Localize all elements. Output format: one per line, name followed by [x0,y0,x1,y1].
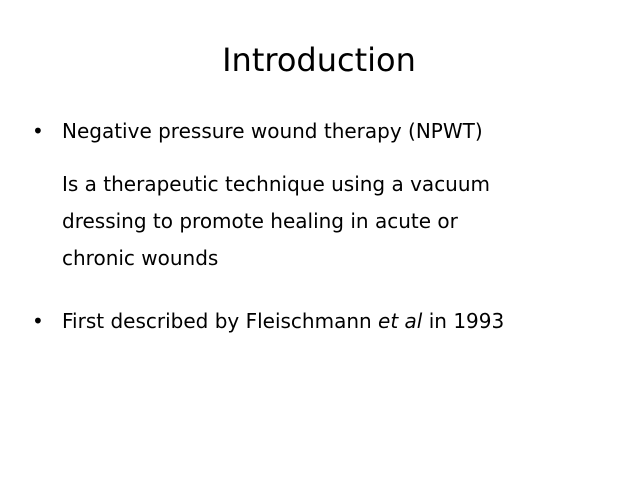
bullet-text-italic: et al [378,309,423,333]
bullet-text-part1: First described by Fleischmann [62,309,379,333]
definition-line-2: dressing to promote healing in acute or [62,209,458,233]
spacer [32,277,612,303]
spacer [32,150,612,166]
bullet-item-npwt [32,113,612,150]
definition-line-1: Is a therapeutic technique using a vacuum [62,172,491,196]
slide-body [32,113,612,340]
definition-line-3: chronic wounds [62,246,219,270]
definition-paragraph [32,166,612,277]
bullet-text-part2: in 1993 [422,309,505,333]
slide-title: Introduction [222,41,416,79]
bullet-item-history [32,303,612,340]
bullet-text: Negative pressure wound therapy (NPWT) [62,119,483,143]
bullet-icon: • [32,119,44,143]
bullet-icon: • [32,309,44,333]
